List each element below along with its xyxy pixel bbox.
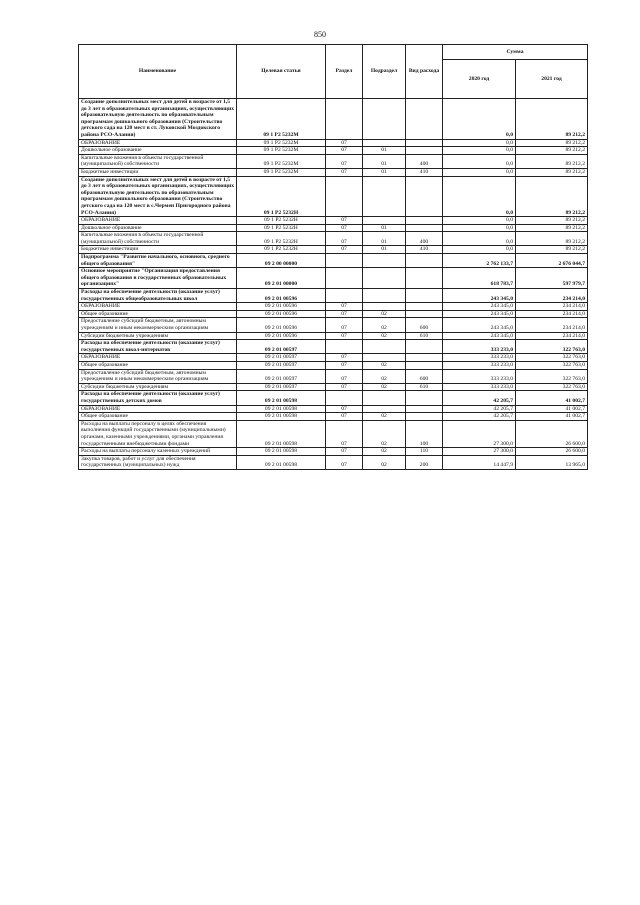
row-amount-2020: 333 233,0 [443,383,516,391]
table-row [79,268,588,289]
row-amount-2020: 42 205,7 [443,413,516,421]
row-amount-2021: 89 212,2 [516,168,588,176]
row-amount-2020: 0,0 [443,99,516,140]
row-amount-2021: 41 002,7 [516,413,588,421]
row-amount-2020: 243 345,0 [443,303,516,311]
row-subsection: 01 [363,154,406,168]
row-target-code: 09 2 01 00596 [237,289,326,303]
row-section [326,254,363,268]
table-row [79,383,588,391]
row-amount-2021: 322 763,0 [516,383,588,391]
row-section: 07 [326,361,363,369]
table-row [79,246,588,254]
row-section [326,176,363,217]
row-expense-kind [406,254,443,268]
row-section: 07 [326,413,363,421]
row-section: 07 [326,224,363,232]
row-target-code: 09 2 01 00597 [237,383,326,391]
row-amount-2020: 27 300,0 [443,420,516,447]
row-expense-kind: 600 [406,369,443,383]
row-target-code: 09 2 01 00598 [237,413,326,421]
row-expense-kind [406,147,443,155]
row-target-code: 09 2 01 00597 [237,354,326,362]
row-amount-2020: 243 345,0 [443,318,516,332]
row-expense-kind [406,405,443,413]
row-subsection [363,405,406,413]
row-amount-2020: 14 447,9 [443,455,516,469]
row-name: Расходы на выплаты персоналу казенных учреждений [79,448,237,456]
row-section: 07 [326,246,363,254]
row-section: 07 [326,217,363,225]
row-expense-kind: 400 [406,232,443,246]
row-section: 07 [326,139,363,147]
row-target-code: 09 2 01 00597 [237,340,326,354]
row-section: 07 [326,147,363,155]
row-target-code: 09 2 01 00598 [237,391,326,405]
page-number: 850 [314,30,326,39]
header-subsection: Подраздел [363,45,406,99]
row-subsection: 02 [363,413,406,421]
row-amount-2020: 42 205,7 [443,405,516,413]
row-subsection: 01 [363,224,406,232]
row-amount-2021: 26 600,0 [516,448,588,456]
row-amount-2021: 2 676 044,7 [516,254,588,268]
row-section: 07 [326,405,363,413]
row-target-code: 09 2 01 00598 [237,455,326,469]
row-section: 07 [326,318,363,332]
row-target-code: 09 1 P2 5232M [237,99,326,140]
row-section: 07 [326,310,363,318]
row-target-code: 09 2 01 00598 [237,420,326,447]
row-section [326,268,363,289]
row-subsection: 02 [363,420,406,447]
row-subsection [363,217,406,225]
row-amount-2020: 0,0 [443,168,516,176]
row-target-code: 09 2 01 00597 [237,361,326,369]
row-subsection: 01 [363,168,406,176]
table-row [79,224,588,232]
row-name: Расходы на выплаты персоналу в целях обеспечения выполнения функций государственными (муниципальными) органами, казенными учреждениями, органами управления государственными внебюджетными фондами [79,420,237,447]
table-row [79,176,588,217]
table-row [79,332,588,340]
table-row [79,354,588,362]
row-section: 07 [326,154,363,168]
row-amount-2020: 2 762 133,7 [443,254,516,268]
row-amount-2021: 26 600,0 [516,420,588,447]
row-expense-kind: 610 [406,332,443,340]
row-amount-2020: 0,0 [443,246,516,254]
row-expense-kind [406,340,443,354]
row-name: Общее образование [79,413,237,421]
table-row [79,99,588,140]
row-amount-2021: 89 212,2 [516,176,588,217]
row-expense-kind [406,310,443,318]
header-section: Раздел [326,45,363,99]
row-amount-2020: 0,0 [443,232,516,246]
row-name: Закупка товаров, работ и услуг для обеспечения государственных (муниципальных) нужд [79,455,237,469]
row-amount-2021: 234 214,0 [516,289,588,303]
table-row [79,217,588,225]
row-amount-2021: 89 212,2 [516,246,588,254]
row-subsection [363,254,406,268]
row-name: Субсидии бюджетным учреждениям [79,383,237,391]
row-name: Расходы на обеспечение деятельности (оказание услуг) государственных общеобразовательных школ [79,289,237,303]
row-amount-2020: 0,0 [443,139,516,147]
row-section [326,391,363,405]
row-subsection [363,289,406,303]
row-expense-kind [406,361,443,369]
row-name: Общее образование [79,361,237,369]
row-amount-2020: 243 345,0 [443,332,516,340]
table-row [79,232,588,246]
row-subsection [363,303,406,311]
row-target-code: 09 2 00 00000 [237,254,326,268]
row-name: Подпрограмма "Развитие начального, основного, среднего общего образования" [79,254,237,268]
header-name: Наименование [79,45,237,99]
row-amount-2020: 0,0 [443,217,516,225]
row-subsection: 01 [363,147,406,155]
row-name: Основное мероприятие "Организация предоставления общего образования в государственных образовательных организациях" [79,268,237,289]
row-subsection: 02 [363,310,406,318]
table-row [79,361,588,369]
row-amount-2020: 243 345,0 [443,289,516,303]
row-subsection [363,268,406,289]
row-amount-2020: 0,0 [443,154,516,168]
table-row [79,139,588,147]
row-name: Предоставление субсидий бюджетным, автономным учреждениям и иным некоммерческим организациям [79,369,237,383]
row-subsection [363,139,406,147]
row-subsection: 02 [363,383,406,391]
row-expense-kind: 610 [406,383,443,391]
row-amount-2020: 618 783,7 [443,268,516,289]
row-amount-2021: 89 212,2 [516,139,588,147]
row-target-code: 09 2 01 00000 [237,268,326,289]
row-name: Дошкольное образование [79,224,237,232]
row-expense-kind [406,217,443,225]
row-section: 07 [326,383,363,391]
row-name: Дошкольное образование [79,147,237,155]
row-amount-2021: 234 214,0 [516,332,588,340]
table-body [79,99,588,470]
row-expense-kind: 410 [406,246,443,254]
row-expense-kind [406,139,443,147]
row-subsection: 02 [363,332,406,340]
row-expense-kind [406,268,443,289]
row-amount-2020: 0,0 [443,224,516,232]
row-amount-2021: 234 214,0 [516,310,588,318]
row-target-code: 09 2 01 00596 [237,332,326,340]
row-amount-2021: 89 212,2 [516,99,588,140]
row-name: Предоставление субсидий бюджетным, автономным учреждениям и иным некоммерческим организациям [79,318,237,332]
row-expense-kind [406,224,443,232]
table-row [79,303,588,311]
header-year-2020: 2020 год [443,60,516,99]
table-row [79,420,588,447]
budget-table [78,44,588,470]
row-target-code: 09 1 P2 5232H [237,217,326,225]
row-expense-kind [406,99,443,140]
row-target-code: 09 1 P2 5232H [237,246,326,254]
row-target-code: 09 2 01 00596 [237,303,326,311]
row-name: ОБРАЗОВАНИЕ [79,405,237,413]
row-section: 07 [326,448,363,456]
row-target-code: 09 1 P2 5232M [237,139,326,147]
row-expense-kind [406,289,443,303]
row-amount-2020: 333 233,0 [443,369,516,383]
row-amount-2021: 597 979,7 [516,268,588,289]
row-name: ОБРАЗОВАНИЕ [79,217,237,225]
row-name: Создание дополнительных мест для детей в возрасте от 1,5 до 3 лет в образовательных организациях, осуществляющих образовательную деятельность по образовательным программам дошкольного образования (Строительство детского сада на 120 мест в ст. Луковской Моздокского района РСО-Алания) [79,99,237,140]
row-amount-2021: 41 002,7 [516,391,588,405]
row-amount-2021: 89 212,2 [516,224,588,232]
row-expense-kind: 600 [406,318,443,332]
row-amount-2020: 333 233,0 [443,340,516,354]
row-target-code: 09 1 P2 5232H [237,232,326,246]
row-amount-2021: 89 212,2 [516,154,588,168]
row-target-code: 09 2 01 00596 [237,310,326,318]
row-target-code: 09 1 P2 5232H [237,224,326,232]
table-row [79,289,588,303]
header-year-2021: 2021 год [516,60,588,99]
row-section: 07 [326,420,363,447]
row-amount-2021: 89 212,2 [516,232,588,246]
row-subsection: 02 [363,361,406,369]
row-section: 07 [326,354,363,362]
row-name: Капитальные вложения в объекты государственной (муниципальной) собственности [79,232,237,246]
table-row [79,254,588,268]
row-amount-2021: 322 763,0 [516,340,588,354]
row-subsection [363,391,406,405]
row-section: 07 [326,232,363,246]
row-amount-2020: 333 233,0 [443,361,516,369]
table-row [79,391,588,405]
row-amount-2021: 89 212,2 [516,147,588,155]
row-amount-2020: 243 345,0 [443,310,516,318]
row-amount-2021: 89 212,2 [516,217,588,225]
row-section: 07 [326,168,363,176]
row-expense-kind [406,413,443,421]
row-name: Бюджетные инвестиции [79,168,237,176]
row-expense-kind: 110 [406,448,443,456]
row-name: ОБРАЗОВАНИЕ [79,139,237,147]
row-subsection: 01 [363,246,406,254]
header-kind: Вид расхода [406,45,443,99]
row-amount-2020: 333 233,0 [443,354,516,362]
table-row [79,405,588,413]
row-subsection [363,354,406,362]
row-section [326,340,363,354]
row-amount-2021: 322 763,0 [516,361,588,369]
table-row [79,413,588,421]
row-name: Субсидии бюджетным учреждениям [79,332,237,340]
row-amount-2020: 0,0 [443,176,516,217]
row-subsection [363,176,406,217]
row-name: ОБРАЗОВАНИЕ [79,303,237,311]
row-target-code: 09 1 P2 5232M [237,147,326,155]
row-target-code: 09 1 P2 5232H [237,176,326,217]
row-section: 07 [326,455,363,469]
row-section [326,99,363,140]
row-expense-kind [406,303,443,311]
table-row [79,369,588,383]
row-name: Бюджетные инвестиции [79,246,237,254]
row-amount-2021: 322 763,0 [516,354,588,362]
row-subsection: 01 [363,232,406,246]
row-expense-kind: 410 [406,168,443,176]
row-name: Капитальные вложения в объекты государственной (муниципальной) собственности [79,154,237,168]
row-name: Общее образование [79,310,237,318]
row-amount-2020: 0,0 [443,147,516,155]
row-expense-kind [406,354,443,362]
row-subsection: 02 [363,369,406,383]
table-row [79,318,588,332]
table-row [79,448,588,456]
header-sum: Сумма [443,45,588,60]
row-name: ОБРАЗОВАНИЕ [79,354,237,362]
row-name: Расходы на обеспечение деятельности (оказание услуг) государственных школ-интернатов [79,340,237,354]
row-expense-kind: 400 [406,154,443,168]
table-row [79,154,588,168]
row-target-code: 09 1 P2 5232M [237,168,326,176]
row-subsection [363,340,406,354]
row-amount-2021: 322 763,0 [516,369,588,383]
table-row [79,147,588,155]
table-row [79,340,588,354]
table-row [79,310,588,318]
row-name: Расходы на обеспечение деятельности (оказание услуг) государственных детских домов [79,391,237,405]
row-target-code: 09 2 01 00597 [237,369,326,383]
row-subsection: 02 [363,448,406,456]
row-expense-kind [406,176,443,217]
row-target-code: 09 2 01 00598 [237,405,326,413]
row-amount-2020: 27 300,0 [443,448,516,456]
row-subsection: 02 [363,455,406,469]
row-subsection: 02 [363,318,406,332]
row-section [326,289,363,303]
row-amount-2020: 42 205,7 [443,391,516,405]
row-subsection [363,99,406,140]
row-name: Создание дополнительных мест для детей в возрасте от 1,5 до 3 лет в образовательных организациях, осуществляющих образовательную деятельность по образовательным программам дошкольного образования (Строительство детского сада на 120 мест в с.Чермен Пригородного района РСО-Алания) [79,176,237,217]
row-target-code: 09 1 P2 5232M [237,154,326,168]
row-expense-kind: 100 [406,420,443,447]
row-section: 07 [326,303,363,311]
row-amount-2021: 41 002,7 [516,405,588,413]
row-section: 07 [326,332,363,340]
row-target-code: 09 2 01 00596 [237,318,326,332]
table-row [79,168,588,176]
row-target-code: 09 2 01 00598 [237,448,326,456]
table-row [79,455,588,469]
row-expense-kind: 200 [406,455,443,469]
row-section: 07 [326,369,363,383]
row-amount-2021: 13 965,0 [516,455,588,469]
row-amount-2021: 234 214,0 [516,318,588,332]
row-amount-2021: 234 214,0 [516,303,588,311]
header-target: Целевая статья [237,45,326,99]
row-expense-kind [406,391,443,405]
